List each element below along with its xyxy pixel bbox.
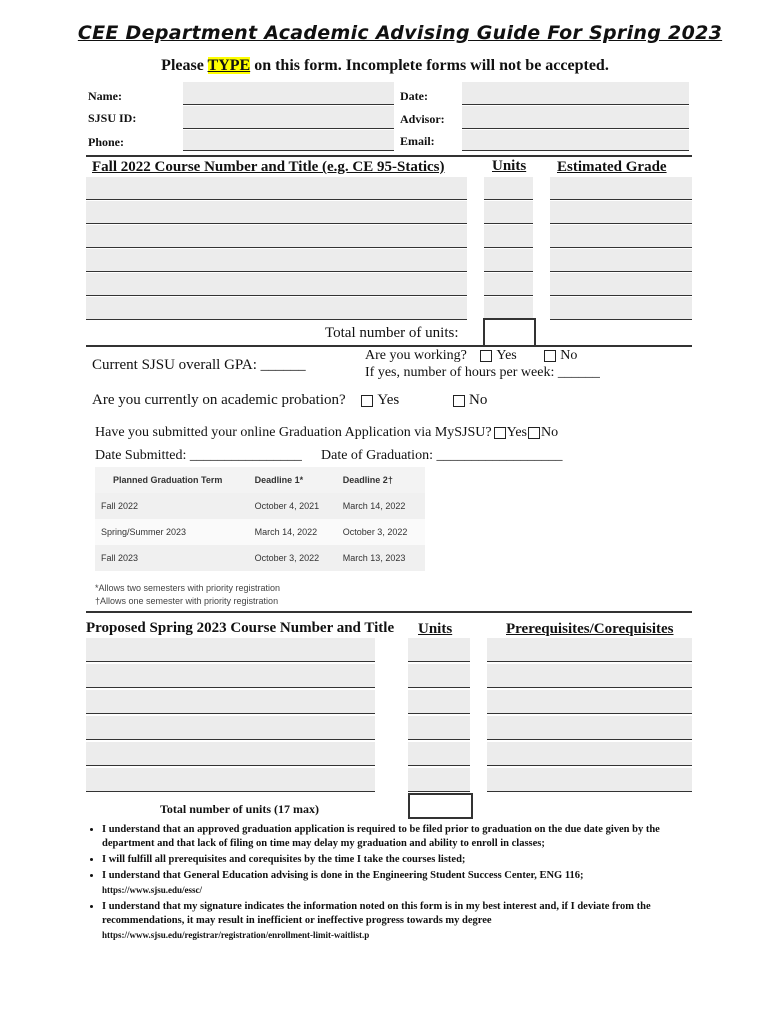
grad-app-yes-checkbox[interactable] <box>494 427 506 439</box>
date-submitted: Date Submitted: ________________ <box>95 448 302 463</box>
working-yes-checkbox[interactable] <box>480 350 492 362</box>
fall-grade-field[interactable] <box>550 249 692 272</box>
probation-question: Are you currently on academic probation? Yes No <box>92 392 488 408</box>
phone-field[interactable] <box>183 130 394 151</box>
grad-app-no-checkbox[interactable] <box>528 427 540 439</box>
date-of-graduation: Date of Graduation: __________________ <box>321 448 563 463</box>
fall-course-field[interactable] <box>86 201 467 224</box>
fall-grade-field[interactable] <box>550 273 692 296</box>
fall-course-field[interactable] <box>86 249 467 272</box>
spring-course-field[interactable] <box>86 638 375 662</box>
fall-units-field[interactable] <box>484 297 533 320</box>
spring-units-heading: Units <box>418 621 453 637</box>
divider <box>86 611 692 613</box>
divider <box>86 345 692 347</box>
sjsu-id-field[interactable] <box>183 106 394 129</box>
deadline-note-1: *Allows two semesters with priority registration <box>95 583 281 593</box>
probation-yes-checkbox[interactable] <box>361 395 373 407</box>
fall-units-field[interactable] <box>484 201 533 224</box>
spring-course-field[interactable] <box>86 742 375 766</box>
fall-grade-field[interactable] <box>550 201 692 224</box>
fall-course-heading: Fall 2022 Course Number and Title (e.g. CE 95-Statics) <box>92 159 445 175</box>
table-cell: Spring/Summer 2023 <box>101 527 187 537</box>
list-item: • I understand that General Education advising is done in the Engineering Student Success Center, ENG 116; https://www.sjsu.edu/essc/ <box>102 869 698 898</box>
fall-units-field[interactable] <box>484 249 533 272</box>
table-cell: October 4, 2021 <box>249 493 337 519</box>
spring-units-field[interactable] <box>408 716 470 740</box>
fall-units-field[interactable] <box>484 225 533 248</box>
grad-app-question: Have you submitted your online Graduation Application via MySJSU? Yes No <box>95 425 559 440</box>
sjsu-id-label: SJSU ID: <box>88 111 137 125</box>
spring-units-field[interactable] <box>408 664 470 688</box>
spring-units-field[interactable] <box>408 768 470 792</box>
table-cell: March 13, 2023 <box>337 545 425 571</box>
table-cell: October 3, 2022 <box>249 545 337 571</box>
fall-total-units-field[interactable] <box>483 318 536 347</box>
table-header: Deadline 2† <box>337 467 425 493</box>
advisor-field[interactable] <box>462 106 689 129</box>
spring-units-field[interactable] <box>408 690 470 714</box>
page-title: CEE Department Academic Advising Guide For Spring 2023 <box>77 22 723 44</box>
spring-prereq-field[interactable] <box>487 768 692 792</box>
name-field[interactable] <box>183 82 394 105</box>
spring-course-field[interactable] <box>86 716 375 740</box>
deadline-table <box>95 467 425 571</box>
list-item: • I understand that my signature indicates the information noted on this form is in my best interest and, if I deviate from the recommendations, it may result in inefficient or ineffective progress towards my degree https://www.sjsu.edu/registrar/registration/enrollment-limit-waitlist.p <box>102 900 698 943</box>
spring-prereq-field[interactable] <box>487 690 692 714</box>
fall-grade-field[interactable] <box>550 297 692 320</box>
table-row <box>95 519 425 545</box>
spring-course-field[interactable] <box>86 768 375 792</box>
fall-units-field[interactable] <box>484 273 533 296</box>
spring-prereq-field[interactable] <box>487 716 692 740</box>
fall-course-field[interactable] <box>86 225 467 248</box>
spring-total-units-field[interactable] <box>408 793 473 819</box>
fall-units-field[interactable] <box>484 177 533 200</box>
spring-course-field[interactable] <box>86 690 375 714</box>
table-cell: March 14, 2022 <box>337 493 425 519</box>
working-question: Are you working? Yes No <box>365 348 578 363</box>
table-row <box>95 493 425 519</box>
deadline-table-wrapper <box>95 467 425 571</box>
list-item: • I will fulfill all prerequisites and corequisites by the time I take the courses listed; <box>102 853 698 867</box>
email-label: Email: <box>400 134 435 148</box>
fall-total-label: Total number of units: <box>325 325 459 341</box>
spring-total-label: Total number of units (17 max) <box>160 802 320 816</box>
divider <box>86 155 692 157</box>
advisor-label: Advisor: <box>400 112 445 126</box>
table-cell: Fall 2022 <box>95 493 249 519</box>
table-header: Deadline 1* <box>249 467 337 493</box>
spring-units-field[interactable] <box>408 638 470 662</box>
acknowledgements <box>86 823 698 945</box>
gpa-question: Current SJSU overall GPA: ______ <box>92 357 306 373</box>
list-item: • I understand that an approved graduation application is required to be filed prior to graduation on the due date given by the department and that lack of filing on time may delay my graduation and ability to enroll in classes; <box>102 823 698 851</box>
fall-course-field[interactable] <box>86 273 467 296</box>
fall-units-heading: Units <box>492 158 527 174</box>
essc-link[interactable]: https://www.sjsu.edu/essc/ <box>102 885 203 895</box>
spring-prereq-field[interactable] <box>487 638 692 662</box>
fall-course-field[interactable] <box>86 297 467 320</box>
phone-label: Phone: <box>88 135 124 149</box>
table-row <box>95 545 425 571</box>
name-label: Name: <box>88 89 122 103</box>
email-field[interactable] <box>462 130 689 151</box>
deadline-note-2: †Allows one semester with priority registration <box>95 596 279 606</box>
instructions: Please TYPE on this form. Incomplete forms will not be accepted. <box>161 57 609 74</box>
table-cell: March 14, 2022 <box>254 527 318 537</box>
table-header: Planned Graduation Term <box>95 467 249 493</box>
fall-grade-field[interactable] <box>550 177 692 200</box>
table-cell: October 3, 2022 <box>342 527 408 537</box>
table-cell: Fall 2023 <box>95 545 249 571</box>
fall-grade-heading: Estimated Grade <box>557 159 667 175</box>
spring-prereq-field[interactable] <box>487 742 692 766</box>
spring-course-field[interactable] <box>86 664 375 688</box>
spring-prereq-heading: Prerequisites/Corequisites <box>506 621 674 637</box>
waitlist-link[interactable]: https://www.sjsu.edu/registrar/registration/enrollment-limit-waitlist.p <box>102 930 370 940</box>
probation-no-checkbox[interactable] <box>453 395 465 407</box>
spring-course-heading: Proposed Spring 2023 Course Number and Title <box>86 620 395 636</box>
spring-prereq-field[interactable] <box>487 664 692 688</box>
date-field[interactable] <box>462 82 689 105</box>
working-no-checkbox[interactable] <box>544 350 556 362</box>
hours-question: If yes, number of hours per week: ______ <box>365 365 600 380</box>
fall-course-field[interactable] <box>86 177 467 200</box>
date-label: Date: <box>400 89 428 103</box>
spring-units-field[interactable] <box>408 742 470 766</box>
fall-grade-field[interactable] <box>550 225 692 248</box>
